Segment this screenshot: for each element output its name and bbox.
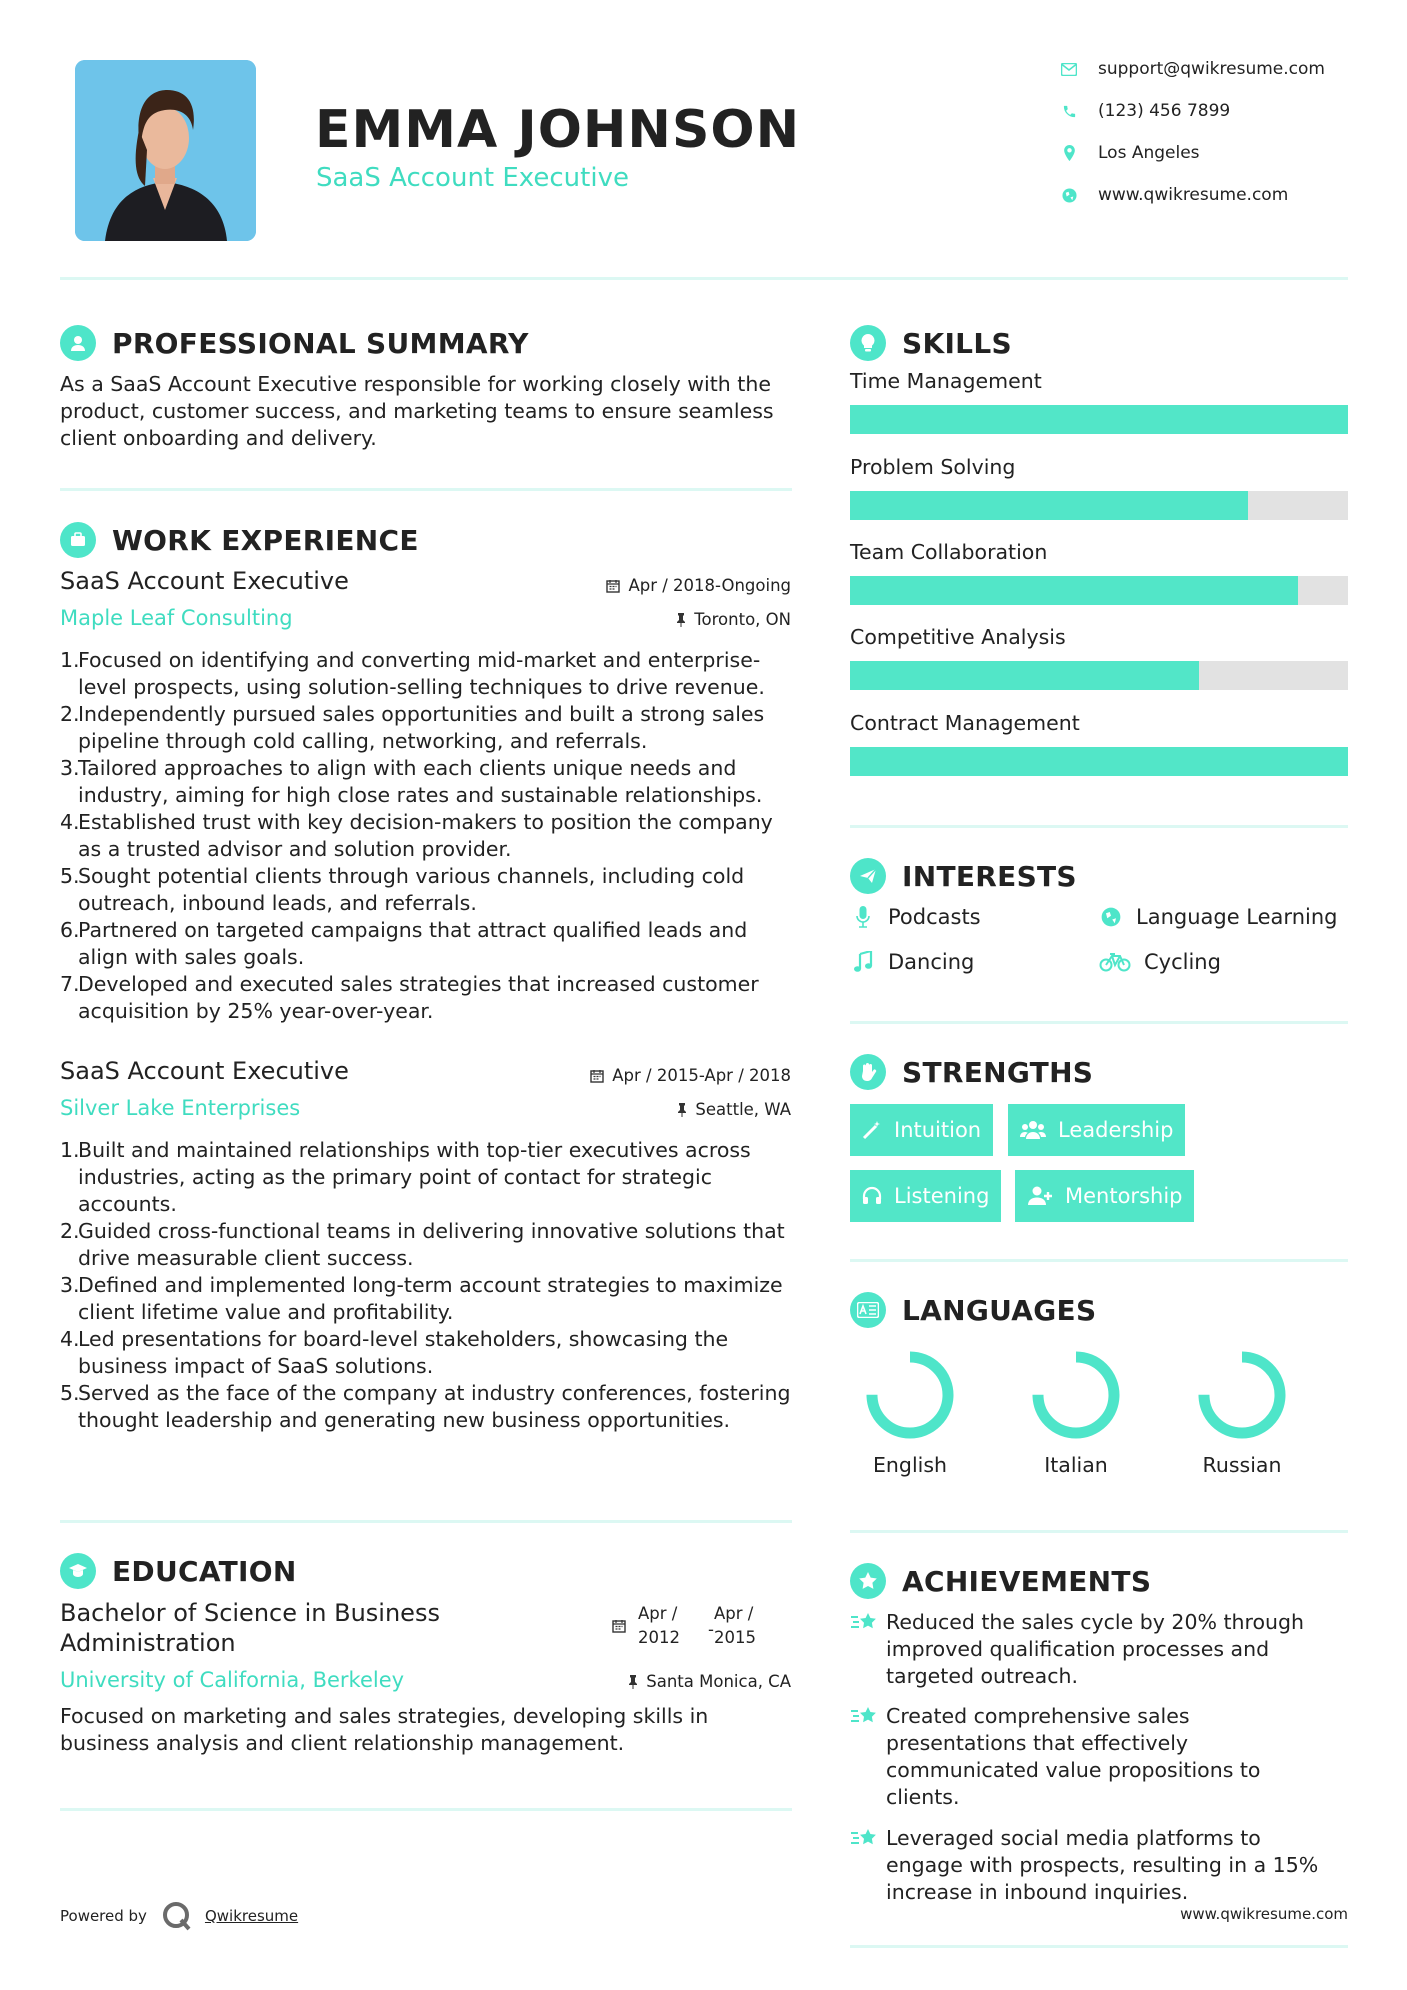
person-portrait-icon: [75, 60, 256, 241]
list-item: 6. Partnered on targeted campaigns that attract qualified leads and align with sales goals.: [60, 918, 748, 969]
pushpin-icon: [677, 1103, 687, 1117]
languages-title: LANGUAGES: [902, 1293, 1097, 1327]
skill-item: [850, 369, 1348, 455]
globe-icon: [1098, 904, 1124, 930]
strengths-section-header: [850, 1052, 1093, 1092]
list-item: 5. Sought potential clients through various channels, including cold outreach, inbound leads, and referrals.: [60, 864, 745, 915]
contact-location-text: Los Angeles: [1098, 143, 1200, 163]
contact-phone-text: (123) 456 7899: [1098, 101, 1231, 121]
achievements-divider: [850, 1945, 1348, 1948]
interest-podcasts: [850, 904, 981, 930]
skill-item: [850, 711, 1348, 776]
paper-plane-icon: [850, 858, 886, 894]
contact-email-text: support@qwikresume.com: [1098, 59, 1325, 79]
education-divider: [60, 1808, 792, 1811]
skill-name: Competitive Analysis: [850, 625, 1066, 649]
skill-bar: [850, 576, 1348, 605]
phone-icon: [1058, 100, 1080, 122]
strength-label: Mentorship: [1065, 1184, 1183, 1208]
skill-bar: [850, 405, 1348, 434]
shooting-star-icon: [850, 1703, 886, 1811]
skills-section-header: [850, 323, 1012, 363]
powered-by-label: Powered by: [60, 1907, 147, 1925]
education-date-separator: -: [708, 1620, 714, 1639]
headphones-icon: [862, 1186, 882, 1206]
skills-divider: [850, 825, 1348, 828]
contact-email[interactable]: [1058, 57, 1325, 81]
strength-mentorship: [1015, 1170, 1194, 1222]
experience-divider: [60, 1520, 792, 1523]
contact-website-text: www.qwikresume.com: [1098, 185, 1289, 205]
language-level-ring: [860, 1345, 960, 1445]
header-divider: [60, 277, 1348, 280]
skills-title: SKILLS: [902, 326, 1012, 360]
job-1-location-text: Toronto, ON: [694, 610, 791, 629]
microphone-icon: [850, 904, 876, 930]
interest-language-learning: [1098, 904, 1337, 930]
education-school: University of California, Berkeley: [60, 1668, 405, 1692]
skill-name: Problem Solving: [850, 455, 1016, 479]
strength-listening: [850, 1170, 1001, 1222]
interests-section-header: [850, 856, 1077, 896]
skill-name: Time Management: [850, 369, 1042, 393]
language-english: [830, 1345, 990, 1477]
qwikresume-logo-icon: [161, 1900, 193, 1932]
qwikresume-link[interactable]: Qwikresume: [204, 1907, 299, 1925]
skill-item: [850, 625, 1348, 711]
profile-photo: [75, 60, 256, 241]
calendar-icon: [612, 1619, 626, 1633]
list-item: 4. Established trust with key decision-makers to position the company as a trusted advisor and solution provider.: [60, 810, 773, 861]
language-level-ring: [1026, 1345, 1126, 1445]
education-date-end: Apr / 2015: [713, 1604, 756, 1647]
list-item: 5. Served as the face of the company at industry conferences, fostering thought leadership and generating new business opportunities.: [60, 1381, 791, 1432]
interest-label: Cycling: [1144, 950, 1221, 974]
list-item: 7. Developed and executed sales strategies that increased customer acquisition by 25% year-over-year.: [60, 972, 759, 1023]
interest-label: Podcasts: [888, 905, 981, 929]
list-item: 3. Defined and implemented long-term account strategies to maximize client lifetime value and profitability.: [60, 1273, 783, 1324]
list-item: 4. Led presentations for board-level stakeholders, showcasing the business impact of SaaS solutions.: [60, 1327, 729, 1378]
user-icon: [60, 325, 96, 361]
skill-bar-fill: [850, 661, 1199, 690]
skill-bar-fill: [850, 576, 1298, 605]
skill-bar: [850, 661, 1348, 690]
job-1-location: [500, 610, 791, 629]
language-label: Italian: [1044, 1453, 1108, 1477]
achievement-item: [850, 1609, 1330, 1690]
user-plus-icon: [1027, 1186, 1053, 1206]
strengths-divider: [850, 1259, 1348, 1262]
skills-list: [850, 369, 1348, 776]
job-1-title: SaaS Account Executive: [60, 567, 349, 595]
strength-label: Leadership: [1058, 1118, 1174, 1142]
job-1-date: [500, 576, 791, 595]
achievement-item: [850, 1703, 1330, 1811]
list-item: 1. Built and maintained relationships with top-tier executives across industries, acting as the primary point of contact for strategic accounts.: [60, 1138, 751, 1216]
interest-label: Dancing: [888, 950, 975, 974]
education-section-header: [60, 1551, 297, 1591]
calendar-icon: [606, 579, 620, 593]
experience-section-header: [60, 520, 419, 560]
summary-section-header: [60, 323, 529, 363]
strength-label: Listening: [894, 1184, 990, 1208]
interest-label: Language Learning: [1136, 905, 1338, 929]
job-1-date-text: Apr / 2018-Ongoing: [628, 576, 791, 595]
skill-bar-fill: [850, 405, 1348, 434]
experience-title: WORK EXPERIENCE: [112, 523, 419, 557]
education-title: EDUCATION: [112, 1554, 297, 1588]
language-icon: [850, 1292, 886, 1328]
magic-wand-icon: [862, 1120, 882, 1140]
job-2-date: [500, 1066, 791, 1085]
achievement-text: Reduced the sales cycle by 20% through improved qualification processes and targeted outreach.: [886, 1610, 1305, 1688]
footer-powered-by: [60, 1900, 298, 1932]
interest-dancing: [850, 949, 974, 975]
shooting-star-icon: [850, 1825, 886, 1906]
contact-website[interactable]: [1058, 183, 1288, 207]
education-date-start: Apr / 2012: [638, 1604, 680, 1647]
language-level-ring: [1192, 1345, 1292, 1445]
strength-label: Intuition: [894, 1118, 982, 1142]
bicycle-icon: [1098, 949, 1132, 975]
skill-bar: [850, 747, 1348, 776]
summary-title: PROFESSIONAL SUMMARY: [112, 326, 529, 360]
users-icon: [1020, 1120, 1046, 1140]
list-item: 2. Independently pursued sales opportunities and built a strong sales pipeline through cold calling, networking, and referrals.: [60, 702, 765, 753]
skill-bar: [850, 491, 1348, 520]
graduate-icon: [60, 1553, 96, 1589]
achievement-text: Leveraged social media platforms to engage with prospects, resulting in a 15% increase in inbound inquiries.: [886, 1826, 1319, 1904]
job-2-company: Silver Lake Enterprises: [60, 1096, 301, 1120]
summary-divider: [60, 488, 792, 491]
achievements-section-header: [850, 1561, 1151, 1601]
music-note-icon: [850, 949, 876, 975]
languages-divider: [850, 1530, 1348, 1533]
education-dates: [612, 1602, 776, 1650]
achievements-title: ACHIEVEMENTS: [902, 1564, 1152, 1598]
skill-name: Team Collaboration: [850, 540, 1048, 564]
skill-item: [850, 455, 1348, 540]
skill-item: [850, 540, 1348, 625]
interest-cycling: [1098, 949, 1221, 975]
interests-title: INTERESTS: [902, 859, 1077, 893]
achievement-text: Created comprehensive sales presentations that effectively communicated value propositions to clients.: [886, 1704, 1261, 1809]
skill-bar-fill: [850, 747, 1348, 776]
job-2-achievement-list: [60, 1137, 800, 1434]
pushpin-icon: [628, 1675, 638, 1689]
envelope-icon: [1058, 58, 1080, 80]
list-item: 3. Tailored approaches to align with each clients unique needs and industry, aiming for high close rates and sustainable relationships.: [60, 756, 763, 807]
education-location: [500, 1672, 791, 1691]
job-1-achievement-list: [60, 647, 800, 1025]
map-pin-icon: [1058, 142, 1080, 164]
job-2-location: [500, 1100, 791, 1119]
language-italian: [996, 1345, 1156, 1477]
pushpin-icon: [676, 613, 686, 627]
contact-location: [1058, 141, 1200, 165]
language-label: English: [872, 1453, 948, 1477]
calendar-icon: [590, 1069, 604, 1083]
education-description: Focused on marketing and sales strategies, developing skills in business analysis and client relationship management.: [60, 1704, 709, 1755]
interests-divider: [850, 1021, 1348, 1024]
job-1-company: Maple Leaf Consulting: [60, 606, 293, 630]
candidate-role: SaaS Account Executive: [316, 163, 629, 193]
job-2-date-text: Apr / 2015-Apr / 2018: [612, 1066, 791, 1085]
list-item: 1. Focused on identifying and converting mid-market and enterprise-level prospects, using solution-selling techniques to drive revenue.: [60, 648, 765, 699]
star-badge-icon: [850, 1563, 886, 1599]
candidate-name: EMMA JOHNSON: [315, 100, 801, 160]
achievement-item: [850, 1825, 1330, 1906]
language-russian: [1162, 1345, 1322, 1477]
skill-name: Contract Management: [850, 711, 1080, 735]
job-2-location-text: Seattle, WA: [695, 1100, 791, 1119]
summary-text: As a SaaS Account Executive responsible for working closely with the product, customer success, and marketing teams to ensure seamless client onboarding and delivery.: [60, 372, 774, 450]
language-label: Russian: [1202, 1453, 1282, 1477]
education-degree: Bachelor of Science in Business Administration: [60, 1599, 440, 1657]
footer-url[interactable]: www.qwikresume.com: [1180, 1905, 1348, 1923]
strengths-title: STRENGTHS: [902, 1055, 1094, 1089]
globe-icon: [1058, 184, 1080, 206]
hand-icon: [850, 1054, 886, 1090]
contact-phone[interactable]: [1058, 99, 1230, 123]
briefcase-icon: [60, 522, 96, 558]
list-item: 2. Guided cross-functional teams in delivering innovative solutions that drive measurable client success.: [60, 1219, 785, 1270]
shooting-star-icon: [850, 1609, 886, 1690]
lightbulb-icon: [850, 325, 886, 361]
languages-section-header: [850, 1290, 1096, 1330]
job-2-title: SaaS Account Executive: [60, 1057, 349, 1085]
education-location-text: Santa Monica, CA: [646, 1672, 791, 1691]
skill-bar-fill: [850, 491, 1248, 520]
strength-intuition: [850, 1104, 993, 1156]
strength-leadership: [1008, 1104, 1185, 1156]
